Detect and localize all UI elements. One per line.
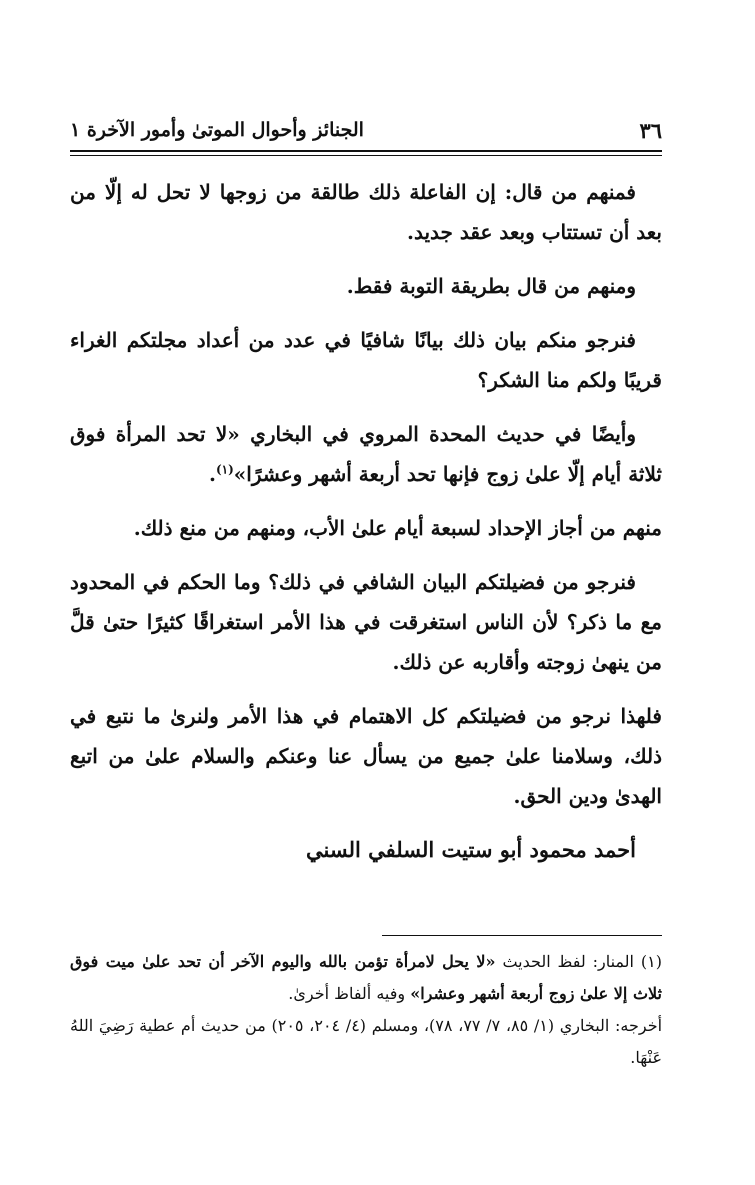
signature: أحمد محمود أبو ستيت السلفي السني <box>306 837 636 862</box>
paragraph-1: فمنهم من قال: إن الفاعلة ذلك طالقة من زوجها لا تحل له إلّا من بعد أن تستتاب وبعد عقد جديد. <box>70 180 662 244</box>
footnote-1 <box>70 946 662 1010</box>
page-number: ٣٦ <box>639 117 662 143</box>
paragraph-5: منهم من أجاز الإحداد لسبعة أيام علىٰ الأب، ومنهم من منع ذلك. <box>133 516 662 540</box>
running-header <box>70 112 662 148</box>
header-rule <box>70 150 662 152</box>
main-text <box>70 172 662 891</box>
header-rule-thin <box>70 155 662 156</box>
footnote-2: أخرجه: البخاري (١/ ٨٥، ٧/ ٧٧، ٧٨)، ومسلم (٤/ ٢٠٤، ٢٠٥) من حديث أم عطية رَضِيَ اللهُ عَنْهَا. <box>70 1016 663 1067</box>
running-title: الجنائز وأحوال الموتىٰ وأمور الآخرة ١ <box>70 119 364 141</box>
paragraph-4 <box>70 414 662 494</box>
paragraph-6: فنرجو من فضيلتكم البيان الشافي في ذلك؟ وما الحكم في المحدود مع ما ذكر؟ لأن الناس استغرقت في هذا الأمر استغراقًا كثيرًا حتىٰ قلَّ من ينهىٰ زوجته وأقاربه عن ذلك. <box>70 570 662 674</box>
footnote-1-quote: «لا يحل لامرأة تؤمن بالله واليوم الآخر أن تحد علىٰ ميت فوق ثلاث إلا علىٰ زوج أربعة أشهر وعشرا» <box>70 952 662 1003</box>
paragraph-4-text: وأيضًا في حديث المحدة المروي في البخاري «لا تحد المرأة فوق ثلاثة أيام إلّا علىٰ زوج فإنها تحد أربعة أشهر وعشرًا» <box>70 422 662 486</box>
paragraph-4-end: . <box>208 462 216 486</box>
paragraph-7: فلهذا نرجو من فضيلتكم كل الاهتمام في هذا الأمر ولنرىٰ ما نتبع في ذلك، وسلامنا علىٰ جميع من يسأل عنا وعنكم والسلام علىٰ من اتبع الهدىٰ ودين الحق. <box>70 704 662 808</box>
footnote-1-tail: وفيه ألفاظ أخرىٰ. <box>288 984 406 1003</box>
footnotes <box>70 946 662 1074</box>
paragraph-3: فنرجو منكم بيان ذلك بيانًا شافيًا في عدد من أعداد مجلتكم الغراء قريبًا ولكم منا الشكر؟ <box>70 328 662 392</box>
footnote-reference[interactable]: (١) <box>215 462 234 477</box>
footnote-1-label: (١) المنار: لفظ الحديث <box>502 952 662 971</box>
paragraph-2: ومنهم من قال بطريقة التوبة فقط. <box>346 274 636 298</box>
book-page <box>70 0 662 1185</box>
footnote-rule <box>382 935 662 936</box>
